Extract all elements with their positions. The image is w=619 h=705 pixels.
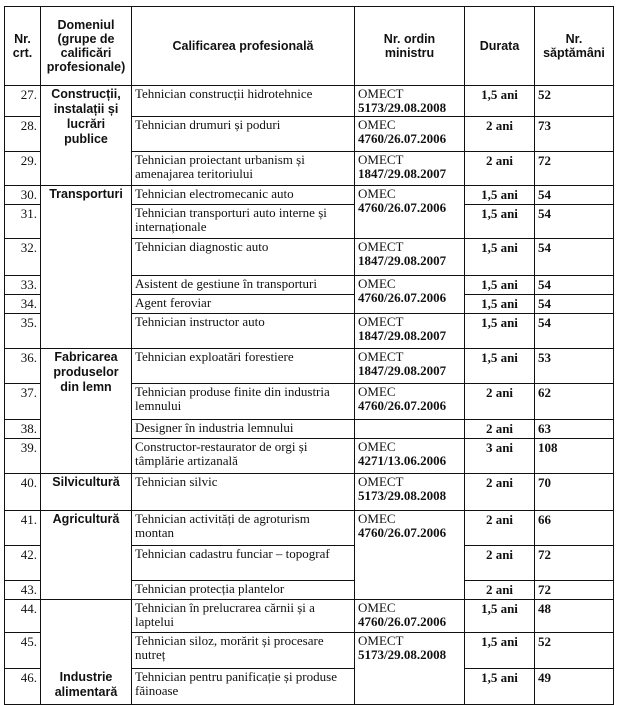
qualification-name: Tehnician electromecanic auto: [132, 186, 355, 205]
duration: 1,5 ani: [465, 314, 535, 349]
header-domeniu: Domeniul (grupe de calificări profesionale): [41, 7, 132, 86]
row-nr: 34.: [5, 295, 41, 314]
qualification-name: Agent feroviar: [132, 295, 355, 314]
row-nr: 46.: [5, 669, 41, 705]
qualification-name: Tehnician protecția plantelor: [132, 581, 355, 600]
duration: 1,5 ani: [465, 239, 535, 276]
group-agricultura: Agricultură: [41, 511, 132, 600]
duration: 2 ani: [465, 581, 535, 600]
order-code: 4271/13.06.2006: [358, 453, 447, 468]
order-type: OMEC: [358, 600, 396, 615]
order-cell-empty: [355, 420, 465, 439]
order-code: 1847/29.08.2007: [358, 363, 447, 378]
qualification-name: Designer în industria lemnului: [132, 420, 355, 439]
order-cell: [355, 349, 465, 384]
weeks: 54: [535, 314, 614, 349]
row-nr: 36.: [5, 349, 41, 384]
weeks: 63: [535, 420, 614, 439]
order-type: OMEC: [358, 384, 396, 399]
weeks: 70: [535, 474, 614, 511]
weeks: 72: [535, 546, 614, 581]
group-silvicultura: Silvicultură: [41, 474, 132, 511]
duration: 2 ani: [465, 117, 535, 152]
order-cell: [355, 314, 465, 349]
order-cell: [355, 384, 465, 420]
header-row: [5, 7, 614, 86]
duration: 1,5 ani: [465, 633, 535, 669]
duration: 1,5 ani: [465, 349, 535, 384]
order-type: OMECT: [358, 633, 404, 648]
qualification-name: Constructor-restaurator de orgi și tâmplărie artizanală: [132, 439, 355, 474]
duration: 1,5 ani: [465, 205, 535, 239]
order-code: 1847/29.08.2007: [358, 253, 447, 268]
order-code: 4760/26.07.2006: [358, 290, 447, 305]
order-code: 4760/26.07.2006: [358, 525, 447, 540]
order-code: 1847/29.08.2007: [358, 328, 447, 343]
row-nr: 31.: [5, 205, 41, 239]
row-nr: 32.: [5, 239, 41, 276]
table-row: [5, 511, 614, 546]
order-cell: [355, 276, 465, 314]
row-nr: 40.: [5, 474, 41, 511]
row-nr: 39.: [5, 439, 41, 474]
weeks: 54: [535, 239, 614, 276]
order-cell: [355, 86, 465, 117]
weeks: 54: [535, 205, 614, 239]
qualifications-table: [4, 6, 614, 705]
duration: 1,5 ani: [465, 276, 535, 295]
duration: 2 ani: [465, 420, 535, 439]
qualification-name: Asistent de gestiune în transporturi: [132, 276, 355, 295]
qualification-name: Tehnician siloz, morărit și procesare nutreț: [132, 633, 355, 669]
header-saptamani: Nr. săptămâni: [535, 7, 614, 86]
duration: 1,5 ani: [465, 600, 535, 633]
weeks: 52: [535, 86, 614, 117]
qualification-name: Tehnician în prelucrarea cărnii și a laptelui: [132, 600, 355, 633]
row-nr: 30.: [5, 186, 41, 205]
header-nr: Nr. crt.: [5, 7, 41, 86]
table-row: [5, 600, 614, 633]
weeks: 52: [535, 633, 614, 669]
duration: 1,5 ani: [465, 669, 535, 705]
order-code: 5173/29.08.2008: [358, 100, 447, 115]
table-row: [5, 349, 614, 384]
duration: 2 ani: [465, 546, 535, 581]
table-row: [5, 474, 614, 511]
order-type: OMEC: [358, 511, 396, 526]
row-nr: 29.: [5, 152, 41, 186]
qualification-name: Tehnician construcții hidrotehnice: [132, 86, 355, 117]
weeks: 54: [535, 295, 614, 314]
row-nr: 44.: [5, 600, 41, 633]
group-transporturi: Transporturi: [41, 186, 132, 349]
order-type: OMECT: [358, 474, 404, 489]
order-code: 4760/26.07.2006: [358, 131, 447, 146]
order-type: OMECT: [358, 152, 404, 167]
order-cell: [355, 439, 465, 474]
group-alimentara: Industrie alimentară: [41, 600, 132, 705]
weeks: 53: [535, 349, 614, 384]
row-nr: 37.: [5, 384, 41, 420]
order-type: OMEC: [358, 117, 396, 132]
qualification-name: Tehnician transporturi auto interne și internaționale: [132, 205, 355, 239]
weeks: 54: [535, 186, 614, 205]
order-cell: [355, 186, 465, 239]
order-cell: [355, 511, 465, 600]
duration: 2 ani: [465, 474, 535, 511]
order-cell: [355, 117, 465, 152]
order-type: OMECT: [358, 314, 404, 329]
header-ordin: Nr. ordin ministru: [355, 7, 465, 86]
row-nr: 33.: [5, 276, 41, 295]
duration: 2 ani: [465, 152, 535, 186]
order-cell: [355, 633, 465, 705]
order-type: OMECT: [358, 86, 404, 101]
row-nr: 41.: [5, 511, 41, 546]
order-type: OMEC: [358, 186, 396, 201]
table-row: [5, 86, 614, 117]
qualification-name: Tehnician produse finite din industria lemnului: [132, 384, 355, 420]
duration: 2 ani: [465, 511, 535, 546]
weeks: 48: [535, 600, 614, 633]
duration: 3 ani: [465, 439, 535, 474]
order-type: OMEC: [358, 276, 396, 291]
qualification-name: Tehnician pentru panificație și produse făinoase: [132, 669, 355, 705]
row-nr: 28.: [5, 117, 41, 152]
order-type: OMECT: [358, 349, 404, 364]
order-code: 4760/26.07.2006: [358, 398, 447, 413]
row-nr: 43.: [5, 581, 41, 600]
qualification-name: Tehnician diagnostic auto: [132, 239, 355, 276]
order-code: 4760/26.07.2006: [358, 614, 447, 629]
order-type: OMEC: [358, 439, 396, 454]
qualification-name: Tehnician exploatări forestiere: [132, 349, 355, 384]
order-code: 1847/29.08.2007: [358, 166, 447, 181]
weeks: 108: [535, 439, 614, 474]
duration: 1,5 ani: [465, 86, 535, 117]
weeks: 49: [535, 669, 614, 705]
order-cell: [355, 239, 465, 276]
header-durata: Durata: [465, 7, 535, 86]
group-lemn: Fabricarea produselor din lemn: [41, 349, 132, 474]
row-nr: 35.: [5, 314, 41, 349]
order-code: 4760/26.07.2006: [358, 200, 447, 215]
row-nr: 42.: [5, 546, 41, 581]
order-cell: [355, 474, 465, 511]
order-cell: [355, 152, 465, 186]
weeks: 54: [535, 276, 614, 295]
qualification-name: Tehnician silvic: [132, 474, 355, 511]
duration: 1,5 ani: [465, 186, 535, 205]
weeks: 62: [535, 384, 614, 420]
order-type: OMECT: [358, 239, 404, 254]
weeks: 72: [535, 581, 614, 600]
row-nr: 27.: [5, 86, 41, 117]
header-calificare: Calificarea profesională: [132, 7, 355, 86]
qualification-name: Tehnician cadastru funciar – topograf: [132, 546, 355, 581]
qualification-name: Tehnician proiectant urbanism și amenajarea teritoriului: [132, 152, 355, 186]
group-constructii: Construcții, instalații și lucrări publice: [41, 86, 132, 186]
row-nr: 38.: [5, 420, 41, 439]
row-nr: 45.: [5, 633, 41, 669]
order-cell: [355, 600, 465, 633]
qualification-name: Tehnician instructor auto: [132, 314, 355, 349]
duration: 2 ani: [465, 384, 535, 420]
order-code: 5173/29.08.2008: [358, 647, 447, 662]
duration: 1,5 ani: [465, 295, 535, 314]
weeks: 73: [535, 117, 614, 152]
table-row: [5, 186, 614, 205]
qualification-name: Tehnician activități de agroturism montan: [132, 511, 355, 546]
qualification-name: Tehnician drumuri și poduri: [132, 117, 355, 152]
order-code: 5173/29.08.2008: [358, 488, 447, 503]
weeks: 72: [535, 152, 614, 186]
weeks: 66: [535, 511, 614, 546]
